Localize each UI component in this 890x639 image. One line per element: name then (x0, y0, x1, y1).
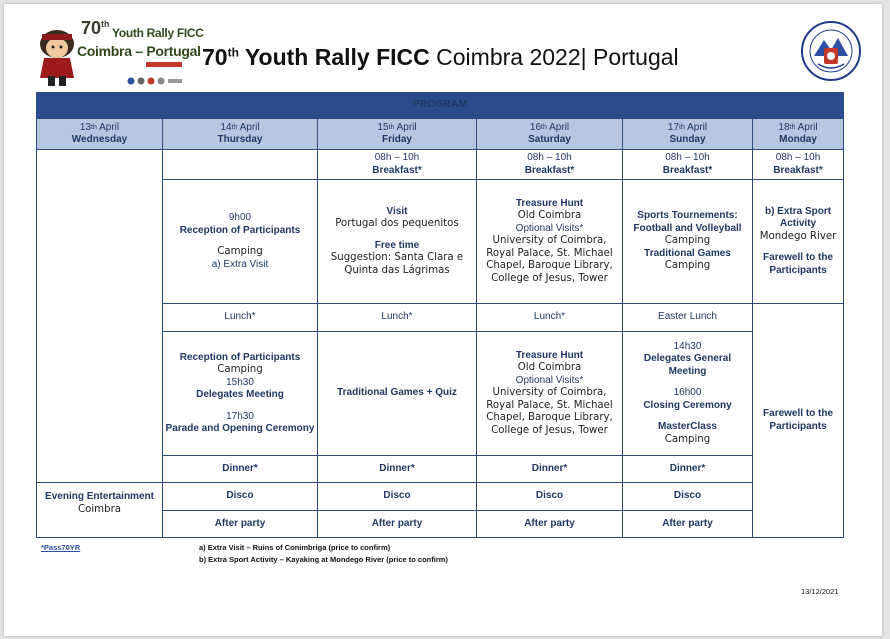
day-header-thursday: 14th April Thursday (163, 119, 318, 150)
monday-morning: b) Extra Sport Activity Mondego River Farewell to the Participants (753, 180, 844, 304)
friday-lunch: Lunch* (318, 304, 477, 332)
program-title: PROGRAM (37, 93, 844, 119)
monday-breakfast: 08h – 10h Breakfast* (753, 150, 844, 180)
logo-line2: Coimbra – Portugal (77, 43, 201, 59)
thursday-afternoon: Reception of Participants Camping 15h30 Delegates Meeting 17h30 Parade and Opening Ceremony (163, 332, 318, 456)
saturday-morning: Treasure Hunt Old Coimbra Optional Visits* University of Coimbra, Royal Palace, St. Michael Chapel, Baroque Library, College of Jesus, Tower (477, 180, 623, 304)
saturday-after-party: After party (477, 511, 623, 538)
thursday-disco: Disco (163, 483, 318, 511)
friday-afternoon: Traditional Games + Quiz (318, 332, 477, 456)
sunday-dinner: Dinner* (623, 456, 753, 483)
monday-afternoon: Farewell to the Participants (753, 304, 844, 538)
wednesday-empty-cell (37, 150, 163, 483)
day-header-wednesday: 13th April Wednesday (37, 119, 163, 150)
day-header-sunday: 17th April Sunday (623, 119, 753, 150)
sponsor-icons (126, 76, 186, 86)
thursday-morning: 9h00 Reception of Participants Camping a) Extra Visit (163, 180, 318, 304)
thursday-dinner: Dinner* (163, 456, 318, 483)
day-header-saturday: 16th April Saturday (477, 119, 623, 150)
saturday-lunch: Lunch* (477, 304, 623, 332)
logo-number: 70th (81, 18, 110, 38)
friday-morning: Visit Portugal dos pequenitos Free time Suggestion: Santa Clara e Quinta das Lágrimas (318, 180, 477, 304)
saturday-disco: Disco (477, 483, 623, 511)
friday-disco: Disco (318, 483, 477, 511)
rally-logo (34, 18, 204, 90)
friday-dinner: Dinner* (318, 456, 477, 483)
logo-line1: Youth Rally FICC (112, 26, 204, 40)
sunday-disco: Disco (623, 483, 753, 511)
pass-footnote: *Pass70YR (41, 543, 81, 552)
sunday-lunch: Easter Lunch (623, 304, 753, 332)
mascot-icon (34, 26, 80, 88)
page-title: 70th Youth Rally FICC Coimbra 2022| Portugal (202, 44, 679, 70)
thursday-breakfast-empty (163, 150, 318, 180)
friday-after-party: After party (318, 511, 477, 538)
sunday-after-party: After party (623, 511, 753, 538)
friday-breakfast: 08h – 10h Breakfast* (318, 150, 477, 180)
saturday-breakfast: 08h – 10h Breakfast* (477, 150, 623, 180)
thursday-after-party: After party (163, 511, 318, 538)
footnote-a: a) Extra Visit – Ruins of Conimbriga (price to confirm) (199, 543, 391, 552)
wednesday-evening: Evening Entertainment Coimbra (37, 483, 163, 538)
footnote-b: b) Extra Sport Activity – Kayaking at Mondego River (price to confirm) (199, 555, 448, 564)
day-header-monday: 18th April Monday (753, 119, 844, 150)
program-table (36, 92, 844, 538)
club-emblem-icon (800, 20, 862, 82)
day-header-friday: 15th April Friday (318, 119, 477, 150)
saturday-dinner: Dinner* (477, 456, 623, 483)
thursday-lunch: Lunch* (163, 304, 318, 332)
sunday-morning: Sports Tournements: Football and Volleyball Camping Traditional Games Camping (623, 180, 753, 304)
sunday-afternoon: 14h30 Delegates General Meeting 16h00 Closing Ceremony MasterClass Camping (623, 332, 753, 456)
document-date: 13/12/2021 (801, 587, 839, 596)
sunday-breakfast: 08h – 10h Breakfast* (623, 150, 753, 180)
saturday-afternoon: Treasure Hunt Old Coimbra Optional Visits* University of Coimbra, Royal Palace, St. Michael Chapel, Baroque Library, College of Jesus, Tower (477, 332, 623, 456)
logo-red-bar (146, 62, 182, 67)
